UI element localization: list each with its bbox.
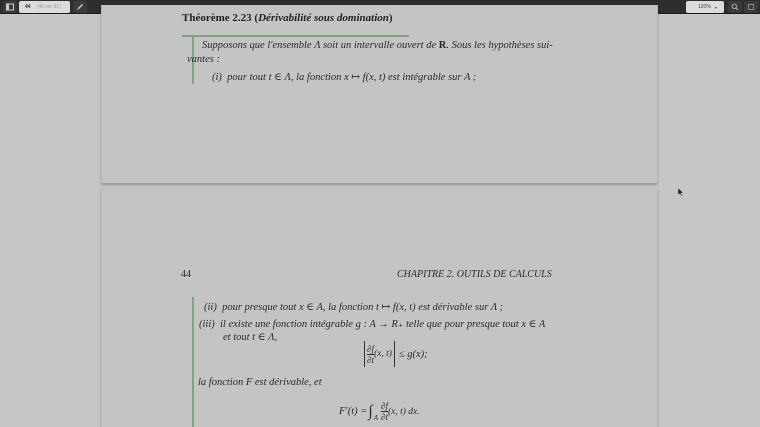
- item-i: [212, 71, 476, 83]
- page-total-label: (46 sur 91): [36, 4, 61, 10]
- current-page-input[interactable]: 44: [25, 4, 31, 10]
- numerator: ∂f: [381, 401, 388, 411]
- search-icon: [731, 3, 739, 11]
- numerator: ∂f: [367, 343, 374, 354]
- sidebar-toggle-button[interactable]: [3, 1, 17, 13]
- rhs: ≤ g(x);: [398, 348, 428, 360]
- integral-sign: ∫: [368, 402, 373, 420]
- annotate-button[interactable]: [73, 1, 87, 13]
- theorem-label: Théorème 2.23: [182, 12, 252, 24]
- fraction: [367, 344, 374, 365]
- sidebar-icon: [6, 3, 14, 11]
- integral-domain: A: [373, 414, 379, 422]
- abs-value: [364, 341, 395, 367]
- pdf-page-44: [101, 189, 658, 427]
- menu-button[interactable]: [744, 1, 758, 13]
- lhs: F′(t) =: [339, 406, 368, 417]
- derivative-formula: [339, 401, 420, 422]
- inequality: [364, 341, 428, 367]
- text: Supposons que l'ensemble Λ soit un intervalle ouvert de: [202, 40, 439, 51]
- search-button[interactable]: [728, 1, 742, 13]
- item-label: (iii): [199, 319, 215, 330]
- mouse-cursor-icon: [678, 188, 684, 197]
- page-number-field[interactable]: [19, 1, 70, 13]
- rest: (x, t) dx.: [387, 406, 420, 417]
- item-text: il existe une fonction intégrable g : A → R₊ telle que pour presque tout x ∈ A: [220, 319, 546, 330]
- item-text: pour presque tout x ∈ A, la fonction t ↦ f(x, t) est dérivable sur Λ ;: [222, 302, 504, 313]
- pdf-page-43: [101, 5, 658, 184]
- args: (x, t): [373, 349, 392, 359]
- reals-symbol: R: [438, 40, 447, 51]
- item-label: (i): [212, 72, 222, 83]
- item-label: (ii): [204, 302, 217, 313]
- conclusion-text: la fonction F est dérivable, et: [198, 377, 322, 388]
- paren-close: ): [388, 12, 393, 24]
- item-iii-continued: et tout t ∈ Λ,: [223, 332, 278, 343]
- zoom-level: 120%: [698, 4, 711, 10]
- document-viewer[interactable]: [0, 12, 760, 427]
- theorem-name: Dérivabilité sous domination: [258, 12, 389, 24]
- chevron-down-icon: ▾: [714, 4, 717, 10]
- page-number: 44: [181, 269, 191, 280]
- theorem-underline: [182, 35, 409, 37]
- denominator: ∂t: [367, 354, 374, 365]
- denominator: ∂t: [381, 412, 388, 422]
- fraction: [381, 401, 388, 422]
- theorem-side-bar: [192, 297, 194, 427]
- item-text: pour tout t ∈ Λ, la fonction x ↦ f(x, t) est intégrable sur A ;: [227, 72, 477, 83]
- text: . Sous les hypothèses sui-: [446, 40, 553, 51]
- item-ii: [204, 301, 503, 313]
- paren-open: (: [254, 12, 259, 24]
- running-header: CHAPITRE 2. OUTILS DE CALCULS: [397, 269, 552, 280]
- item-iii: [199, 318, 545, 330]
- theorem-heading: [182, 12, 393, 24]
- theorem-line-1: [202, 40, 553, 51]
- pencil-icon: [76, 3, 84, 11]
- zoom-select[interactable]: [686, 1, 724, 13]
- hamburger-menu-icon: [747, 3, 755, 11]
- theorem-line-2: vantes :: [187, 54, 220, 65]
